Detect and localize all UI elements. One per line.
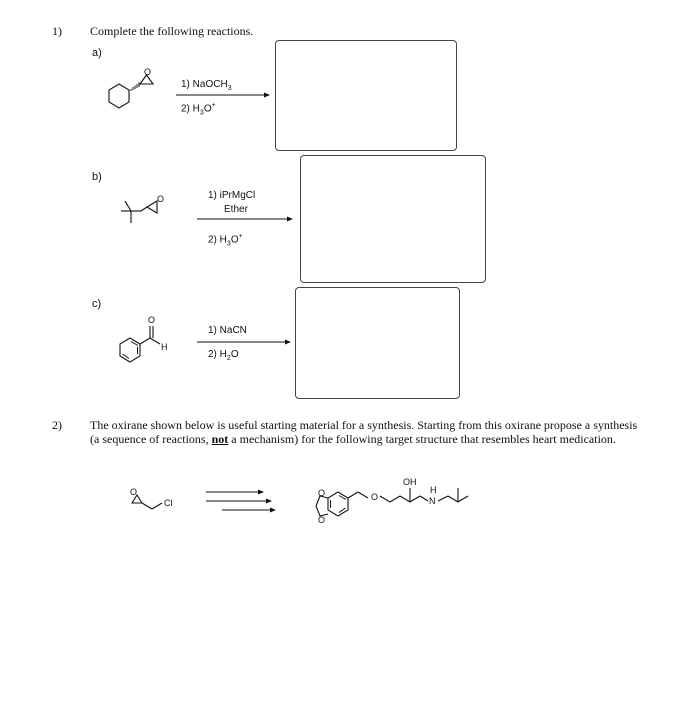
part-c-reagent-2: 2) $H_2O$: [208, 349, 239, 362]
epoxide-ring: [147, 201, 157, 213]
part-a-reagent-2: 2) $H_3O^+$: [181, 102, 216, 117]
part-a-structure: [105, 62, 165, 118]
hashed-bond: [131, 83, 139, 92]
amine-nitrogen: N: [429, 496, 436, 506]
part-a-label: a): [92, 47, 102, 59]
part-a-reagent-1: 1) NaOCH$_3$: [181, 79, 232, 92]
aldehyde-hydrogen: H: [161, 342, 168, 352]
part-c-structure: [112, 312, 184, 370]
part-c-label: c): [92, 298, 102, 310]
question-1-prompt: Complete the following reactions.: [90, 24, 254, 38]
target-structure: [310, 472, 480, 534]
epoxide-oxygen: O: [130, 487, 138, 497]
hydroxyl-label: OH: [403, 477, 417, 487]
chlorine-label: Cl: [164, 498, 173, 508]
ether-oxygen: O: [371, 492, 379, 502]
dioxole-oxygen-1: O: [318, 488, 326, 498]
question-1-number: 1): [52, 24, 62, 38]
part-b-reagent-1: 1) iPrMgCl: [208, 190, 256, 201]
part-b-arrow: [197, 214, 295, 224]
part-a-answer-box[interactable]: [275, 40, 457, 151]
part-b-structure: [117, 193, 173, 233]
part-b-label: b): [92, 171, 102, 183]
part-c-reagent-1: 1) NaCN: [208, 325, 247, 336]
part-b-reagent-2: 2) $H_3O^+$: [208, 233, 243, 248]
amine-hydrogen: H: [430, 485, 437, 495]
part-c-arrow: [197, 337, 293, 347]
part-c-answer-box[interactable]: [295, 287, 460, 399]
dioxole-oxygen-2: O: [318, 515, 326, 525]
dioxole-ring: [316, 496, 328, 516]
epoxide-oxygen: O: [144, 67, 152, 77]
multi-step-arrows: [204, 488, 280, 514]
part-b-reagent-1b: Ether: [224, 204, 248, 215]
part-b-answer-box[interactable]: [300, 155, 486, 283]
question-2-number: 2): [52, 418, 62, 432]
part-a-arrow: [176, 90, 272, 100]
epoxide-oxygen: O: [157, 194, 165, 204]
question-2-text: The oxirane shown below is useful starting material for a synthesis. Starting from this oxirane propose a synthesis (a sequence of reactions, not a mechanism) for the following target structure that resembles heart medication.: [90, 418, 638, 446]
carbonyl-oxygen: O: [148, 315, 156, 325]
cyclohexane-ring: [109, 84, 129, 108]
starting-oxirane-structure: [124, 485, 194, 515]
